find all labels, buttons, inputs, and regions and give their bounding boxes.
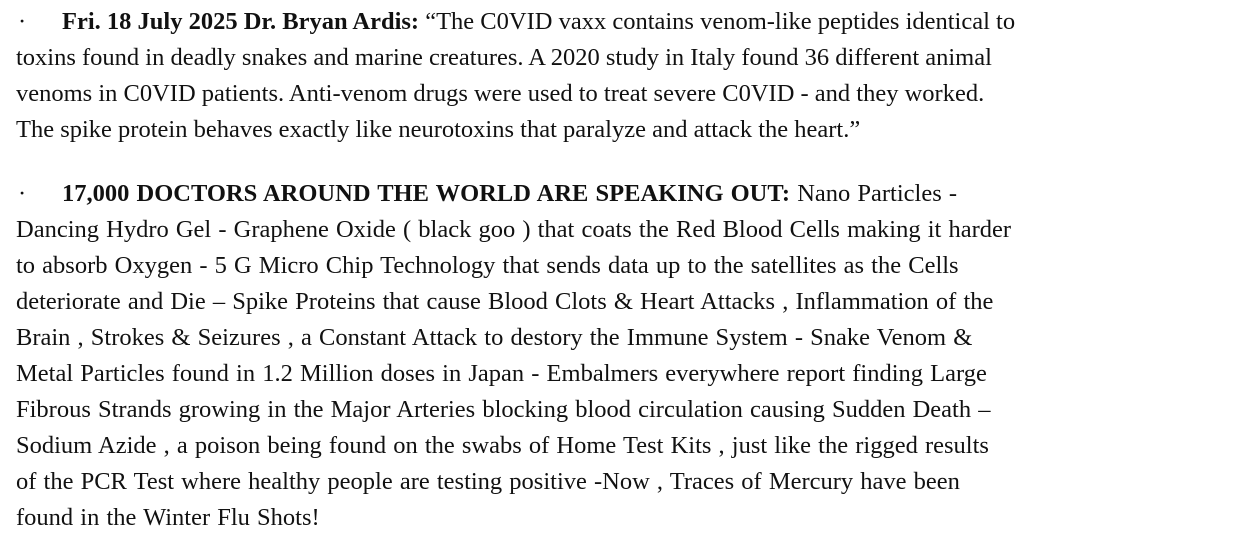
paragraph-line: Fibrous Strands growing in the Major Arteries blocking blood circulation causing Sudden Death – bbox=[16, 396, 991, 423]
paragraph-line: Sodium Azide , a poison being found on the swabs of Home Test Kits , just like the rigged results bbox=[16, 432, 989, 459]
paragraph-line: Brain , Strokes & Seizures , a Constant Attack to destory the Immune System - Snake Venom & bbox=[16, 324, 973, 351]
paragraph-text: Nano Particles - bbox=[790, 180, 958, 207]
paragraph-line: Metal Particles found in 1.2 Million doses in Japan - Embalmers everywhere report finding Large bbox=[16, 360, 987, 387]
paragraph-text: “The C0VID vaxx contains venom-like peptides identical to bbox=[419, 8, 1016, 35]
paragraph-line: of the PCR Test where healthy people are testing positive -Now , Traces of Mercury have been bbox=[16, 468, 960, 495]
paragraph-line bbox=[16, 4, 1226, 40]
paragraph-line: venoms in C0VID patients. Anti-venom drugs were used to treat severe C0VID - and they worked. bbox=[16, 80, 985, 107]
paragraph-line: Dancing Hydro Gel - Graphene Oxide ( black goo ) that coats the Red Blood Cells making it harder bbox=[16, 216, 1012, 243]
paragraph-doctors-speaking-out bbox=[16, 176, 1226, 536]
paragraph-line: to absorb Oxygen - 5 G Micro Chip Technology that sends data up to the satellites as the Cells bbox=[16, 252, 959, 279]
paragraph-lead-bold: Fri. 18 July 2025 Dr. Bryan Ardis: bbox=[62, 8, 420, 35]
document-body bbox=[16, 4, 1226, 536]
paragraph-lead-bold: 17,000 DOCTORS AROUND THE WORLD ARE SPEAKING OUT: bbox=[62, 180, 791, 207]
paragraph-line: deteriorate and Die – Spike Proteins that cause Blood Clots & Heart Attacks , Inflammation of the bbox=[16, 288, 994, 315]
bullet-marker: · bbox=[18, 8, 27, 35]
bullet-marker: · bbox=[18, 180, 27, 207]
paragraph-line: found in the Winter Flu Shots! bbox=[16, 504, 320, 531]
paragraph-line: The spike protein behaves exactly like neurotoxins that paralyze and attack the heart.” bbox=[16, 116, 861, 143]
paragraph-line bbox=[16, 176, 1226, 212]
paragraph-line: toxins found in deadly snakes and marine creatures. A 2020 study in Italy found 36 different animal bbox=[16, 44, 992, 71]
paragraph-ardis-quote bbox=[16, 4, 1226, 148]
